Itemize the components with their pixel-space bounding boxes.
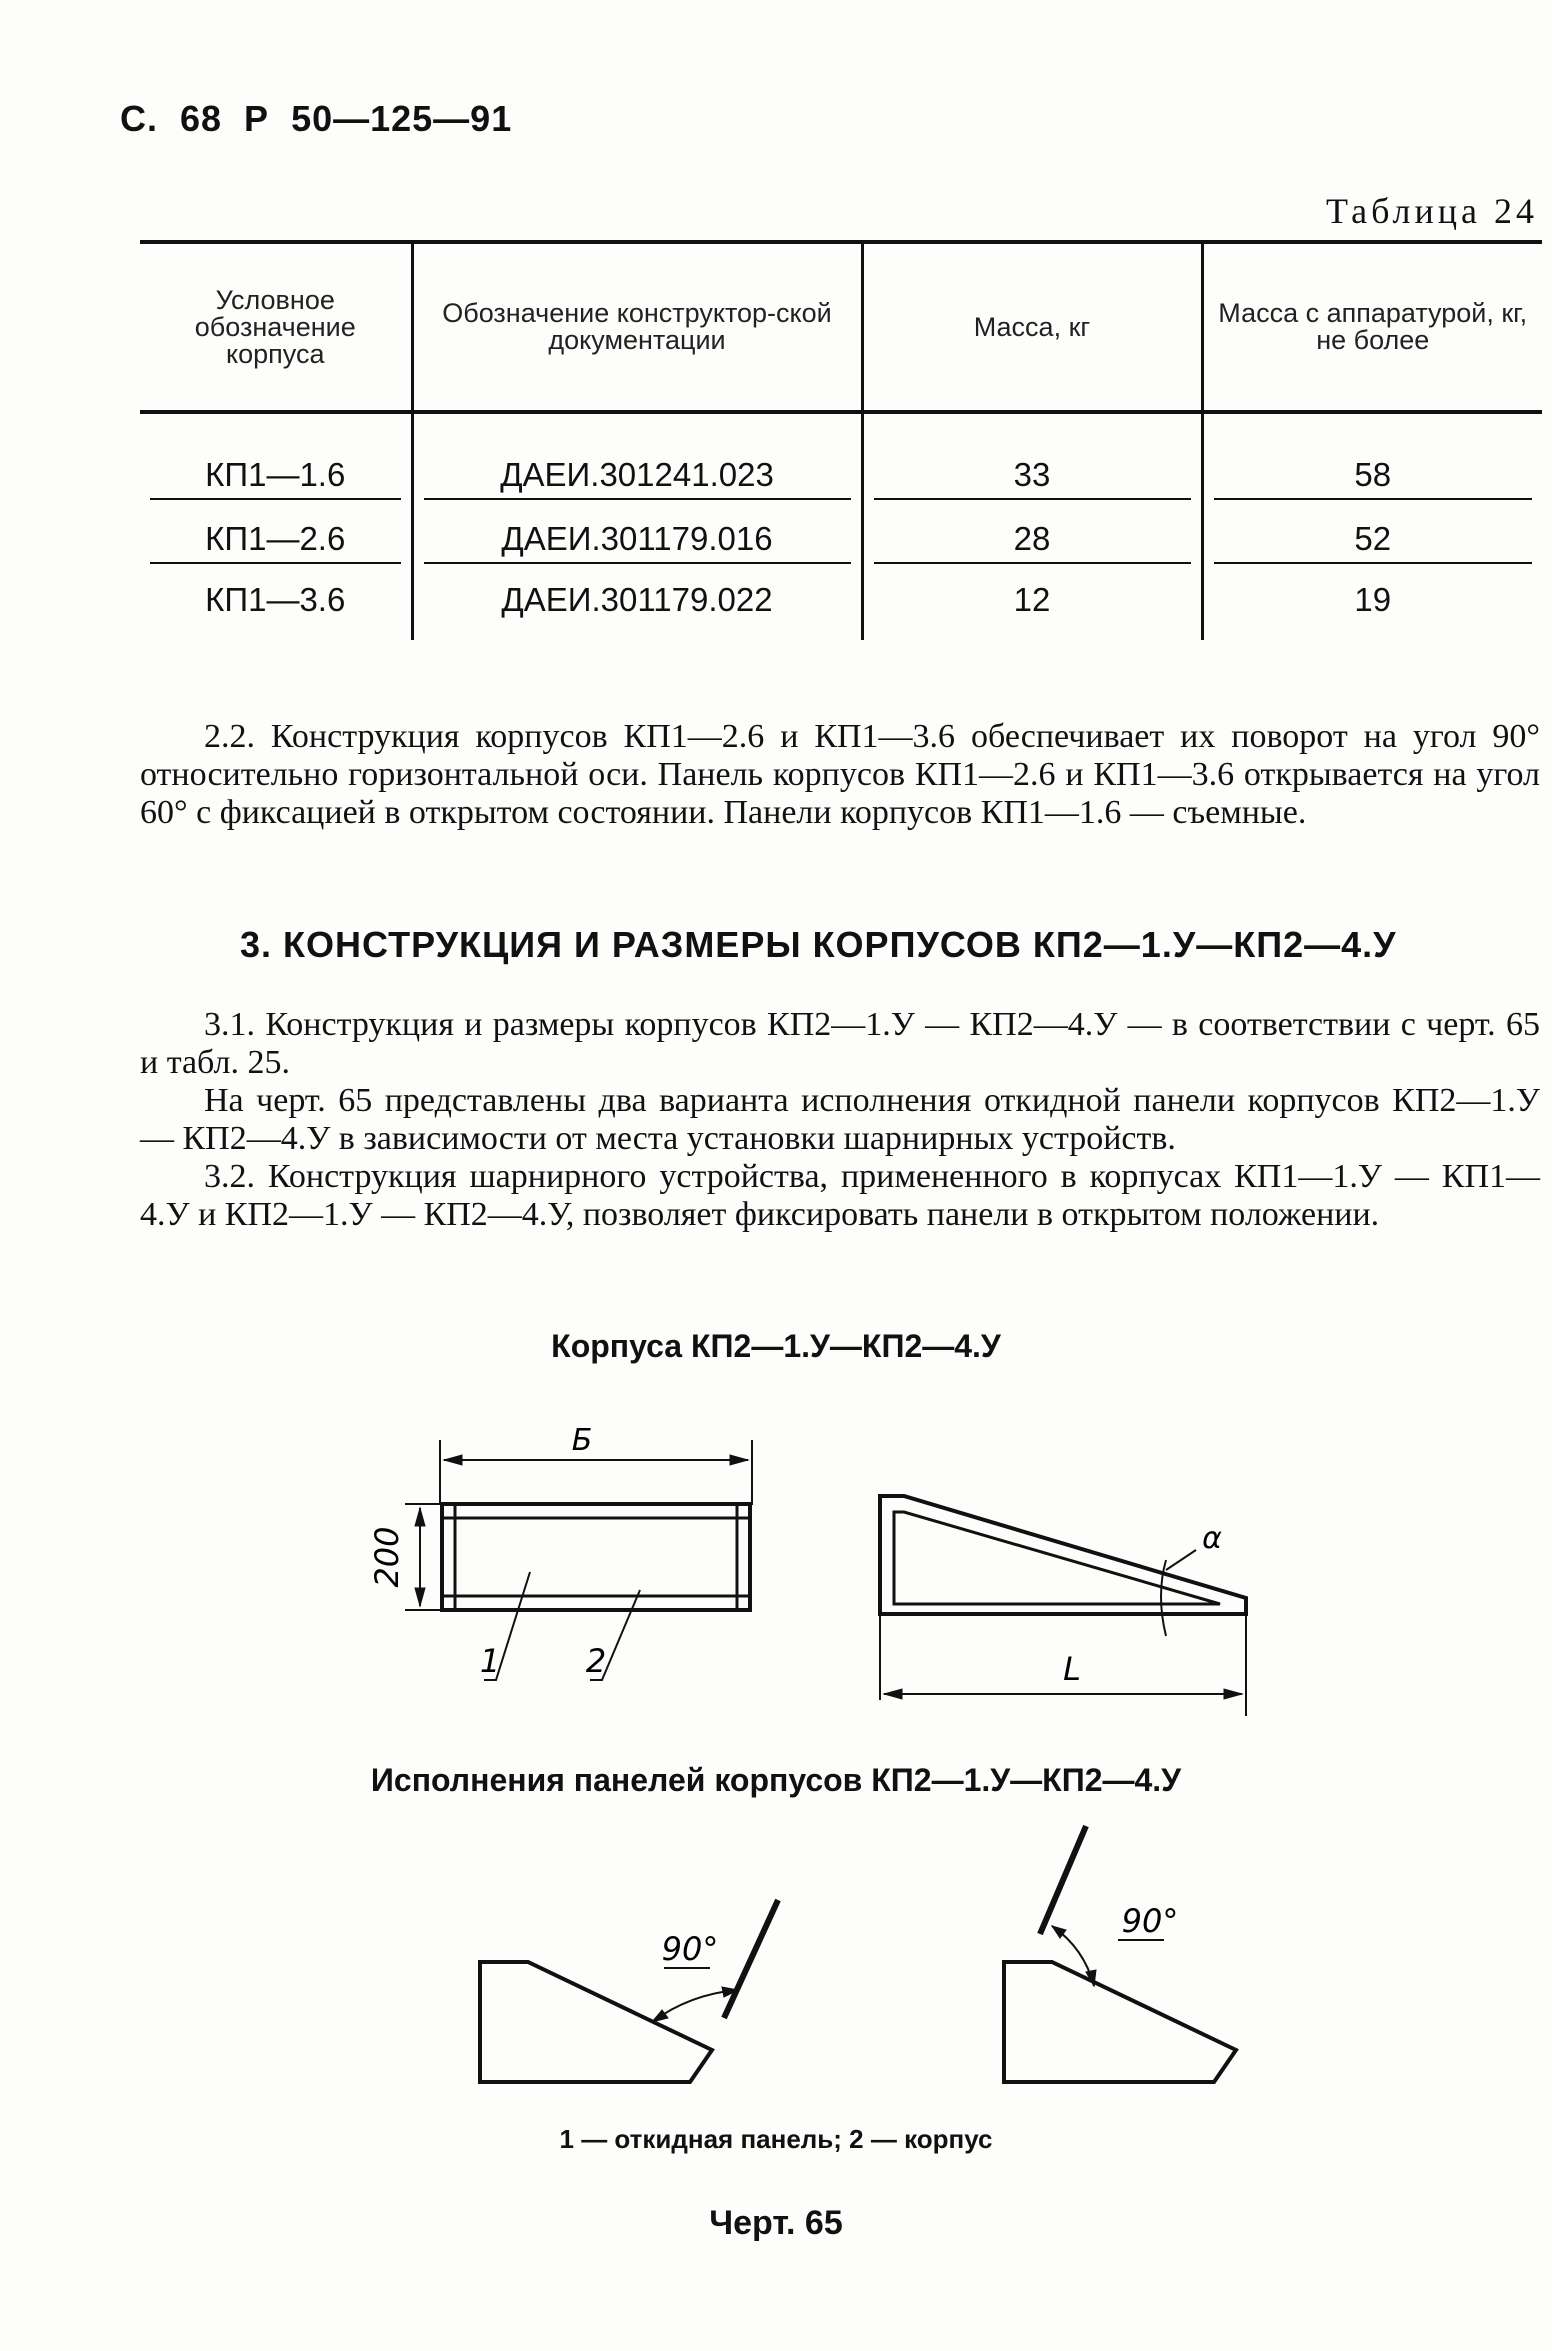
front-view-drawing [405,1440,752,1680]
cell-value: ДАЕИ.301179.022 [501,581,773,618]
panel-variant-right [1004,1826,1236,2082]
column-header: Масса с аппаратурой, кг, не более [1202,242,1542,412]
paragraph-3-2: 3.2. Конструкция шарнирного устройства, примененного в корпусах КП1—1.У — КП1—4.У и КП2—1.У — КП2—4.У, позволяет фиксировать панели в открытом положении. [140,1158,1540,1233]
arrow-head [1224,1689,1242,1699]
dim-label-l: L [1063,1650,1081,1688]
panel-variant-left [480,1900,778,2082]
housing-silhouette-left [480,1962,712,2082]
angle-label-left: 90° [661,1930,719,1968]
paragraph-2-2: 2.2. Конструкция корпусов КП1—2.6 и КП1—3.6 обеспечивает их поворот на угол 90° относительно горизонтальной оси. Панель корпусов КП1—2.6 и КП1—3.6 открывается на угол 60° с фиксацией в открытом состоянии. Панели корпусов КП1—1.6 — съемные. [140,718,1540,831]
housing-side-inner [894,1512,1220,1604]
dim-label-200: 200 [368,1526,406,1588]
callout-1: 1 [479,1642,501,1680]
cell-value: 19 [1354,581,1392,618]
alpha-leader [1166,1550,1196,1570]
cell-value: ДАЕИ.301241.023 [424,456,851,500]
drawing-caption: Черт. 65 [709,2204,843,2242]
arrow-head [415,1588,425,1606]
column-header: Масса, кг [862,242,1202,412]
open-panel-right [1040,1826,1086,1934]
arrow-head [444,1455,462,1465]
page-header: С. 68 Р 50—125—91 [120,98,513,139]
figure-title-housings: Корпуса КП2—1.У—КП2—4.У [551,1328,1001,1364]
arrow-head [730,1455,748,1465]
housing-front-outline [442,1504,750,1610]
column-header: Условное обозначение корпуса [194,284,356,369]
cell-value: 58 [1214,456,1533,500]
cell-value: КП1—2.6 [150,520,401,564]
paragraph-3-1: 3.1. Конструкция и размеры корпусов КП2—1.У — КП2—4.У — в соответствии с черт. 65 и табл. 25. [140,1006,1540,1081]
angle-label-right: 90° [1121,1902,1179,1940]
cell-value: КП1—3.6 [205,581,346,618]
figure-legend: 1 — откидная панель; 2 — корпус [559,2124,993,2154]
callout-2: 2 [585,1642,607,1680]
housing-silhouette-right [1004,1962,1236,2082]
dim-label-b: Б [571,1423,593,1458]
column-header: Обозначение конструктор-ской документации [412,242,862,412]
arrow-head [415,1508,425,1526]
cell-value: 52 [1214,520,1533,564]
dim-label-alpha: α [1202,1521,1222,1556]
open-panel-left [724,1900,778,2018]
cell-value: 12 [1013,581,1051,618]
cell-value: 28 [874,520,1191,564]
paragraph-3-1-continued: На черт. 65 представлены два варианта исполнения откидной панели корпусов КП2—1.У — КП2—4.У в зависимости от места установки шарнирных устройств. [140,1082,1540,1157]
section-3-heading: 3. КОНСТРУКЦИЯ И РАЗМЕРЫ КОРПУСОВ КП2—1.У—КП2—4.У [240,924,1397,965]
arrow-head [884,1689,902,1699]
cell-value: ДАЕИ.301179.016 [424,520,851,564]
cell-value: КП1—1.6 [150,456,401,500]
cell-value: 33 [874,456,1191,500]
figure-title-panels: Исполнения панелей корпусов КП2—1.У—КП2—4.У [370,1762,1182,1798]
table-label: Таблица 24 [1326,191,1538,231]
